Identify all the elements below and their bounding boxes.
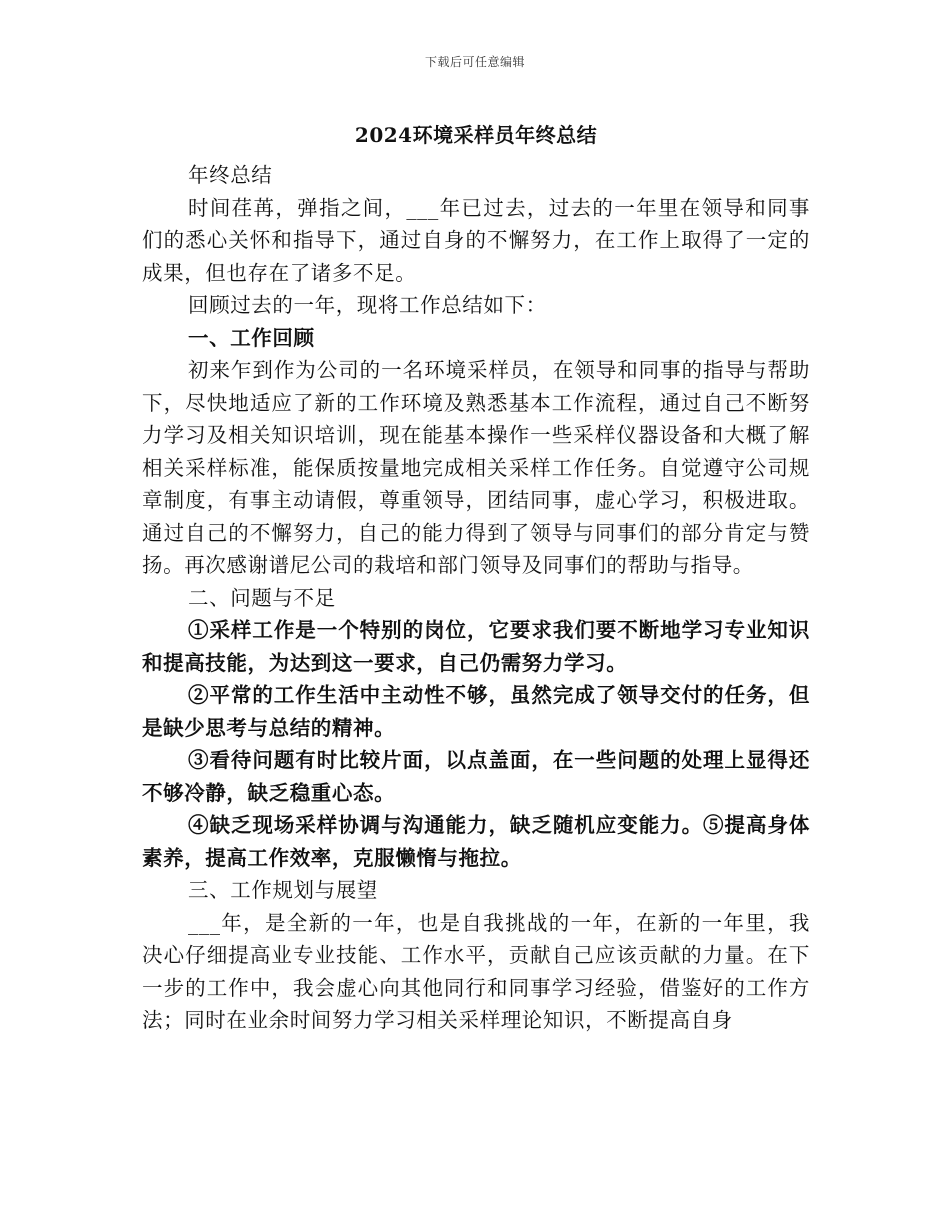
document-title: 2024环境采样员年终总结 (354, 123, 598, 147)
paragraph-summary-lead: 回顾过去的一年，现将工作总结如下： (188, 293, 547, 317)
section-heading-plan: 三、工作规划与展望 (188, 878, 378, 902)
paragraph-intro: 时间荏苒，弹指之间，___年已过去，过去的一年里在领导和同事们的悉心关怀和指导下，通过自身的不懈努力，在工作上取得了一定的成果，但也存在了诸多不足。 (142, 195, 810, 285)
paragraph-issue-1: ①采样工作是一个特别的岗位，它要求我们要不断地学习专业知识和提高技能，为达到这一要求，自己仍需努力学习。 (142, 618, 810, 675)
paragraph-issue-2: ②平常的工作生活中主动性不够，虽然完成了领导交付的任务，但是缺少思考与总结的精神。 (142, 683, 810, 740)
paragraph-issue-3: ③看待问题有时比较片面，以点盖面，在一些问题的处理上显得还不够冷静，缺乏稳重心态。 (142, 748, 810, 805)
section-heading-review: 一、工作回顾 (188, 325, 315, 350)
document-body (142, 118, 810, 1037)
paragraph-issue-4-5: ④缺乏现场采样协调与沟通能力，缺乏随机应变能力。⑤提高身体素养，提高工作效率，克服懒惰与拖拉。 (142, 813, 810, 870)
paragraph-subtitle: 年终总结 (188, 163, 273, 187)
page-header-note: 下载后可任意编辑 (424, 55, 525, 69)
paragraph-review-body: 初来乍到作为公司的一名环境采样员，在领导和同事的指导与帮助下，尽快地适应了新的工作环境及熟悉基本工作流程，通过自己不断努力学习及相关知识培训，现在能基本操作一些采样仪器设备和大概了解相关采样标准，能保质按量地完成相关采样工作任务。自觉遵守公司规章制度，有事主动请假，尊重领导，团结同事，虚心学习，积极进取。通过自己的不懈努力，自己的能力得到了领导与同事们的部分肯定与赞扬。再次感谢谱尼公司的栽培和部门领导及同事们的帮助与指导。 (142, 358, 810, 577)
paragraph-plan-body: ___年，是全新的一年，也是自我挑战的一年，在新的一年里，我决心仔细提高业专业技能、工作水平，贡献自己应该贡献的力量。在下一步的工作中，我会虚心向其他同行和同事学习经验，借鉴好的工作方法；同时在业余时间努力学习相关采样理论知识，不断提高自身 (142, 910, 810, 1032)
section-heading-issues: 二、问题与不足 (188, 585, 336, 610)
